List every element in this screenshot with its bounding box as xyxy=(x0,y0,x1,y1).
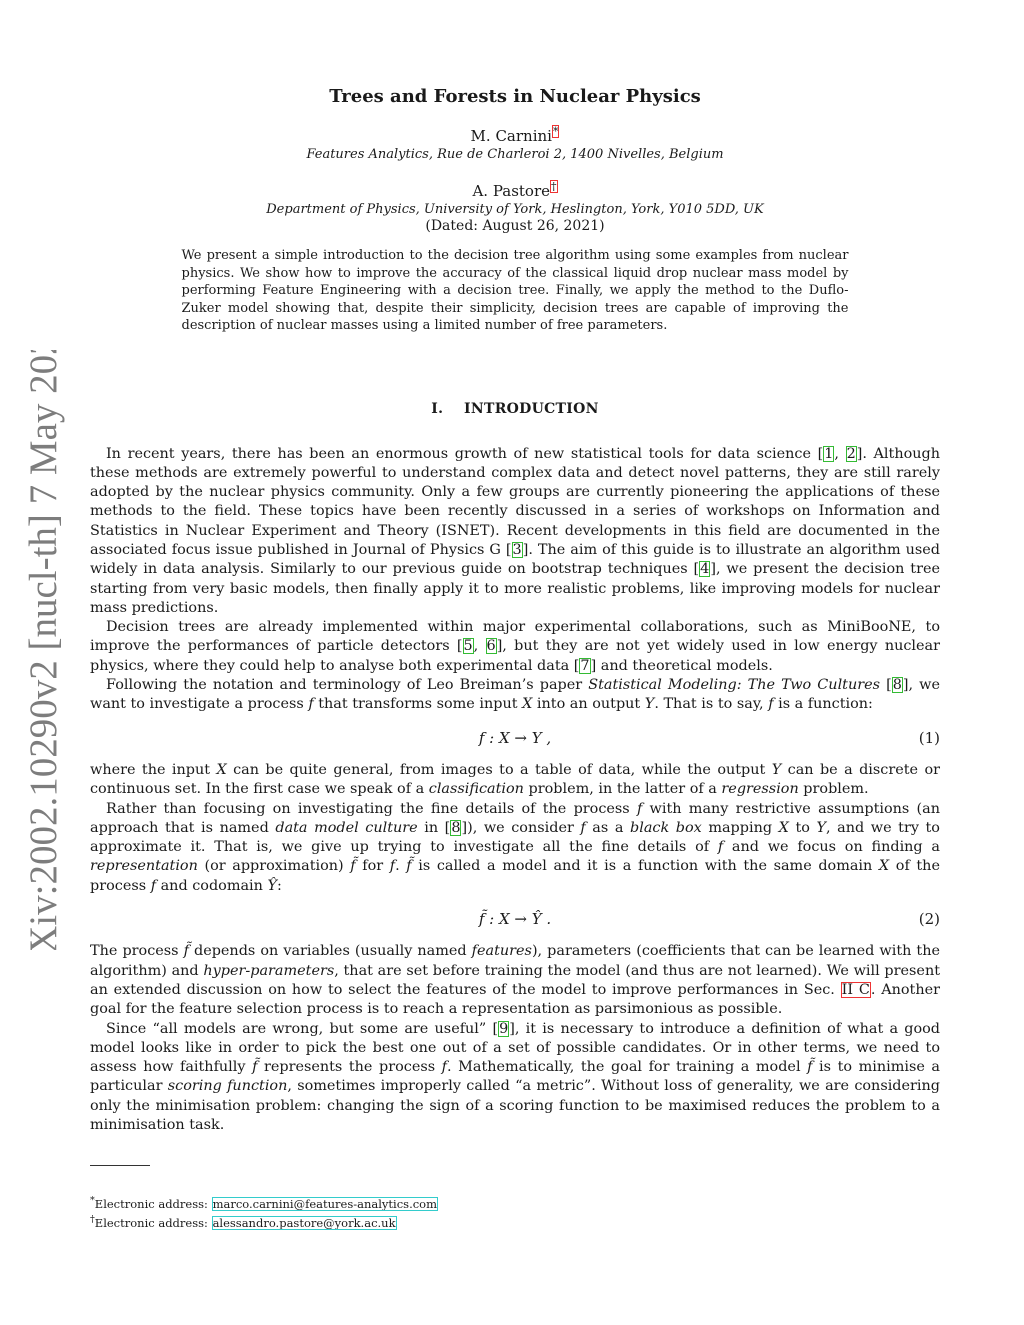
citation-link[interactable]: 2 xyxy=(846,445,856,462)
text-run: is called a model and it is a function with the same domain xyxy=(411,858,879,875)
text-run: ]. The aim of this guide is to illustrate an algorithm used widely in data analysis. Similarly to our previous guide on bootstrap techniques [ xyxy=(90,541,940,578)
math-symbol: X xyxy=(522,696,533,713)
math-symbol: Y xyxy=(644,696,655,713)
text-run: of the process xyxy=(90,858,940,894)
text-run: where the input xyxy=(90,761,217,778)
math-symbol: f xyxy=(768,696,774,713)
text-run: , and we try to approximate it. That is, we give up trying to investigate all the fine details of xyxy=(90,819,940,856)
math-symbol: Y xyxy=(816,819,826,836)
text-run: and codomain xyxy=(156,877,268,894)
math-symbol: f̃ xyxy=(252,1059,258,1076)
author-1-affiliation: Features Analytics, Rue de Charleroi 2, 1400 Nivelles, Belgium xyxy=(306,147,724,162)
author-1 xyxy=(90,125,940,145)
text-run: is to minimise a particular xyxy=(90,1059,940,1095)
text-run: that transforms some input xyxy=(313,696,523,713)
text-run: ] and theoretical models. xyxy=(590,657,773,674)
text-run: ]), we consider xyxy=(461,819,581,836)
author-1-name: M. Carnini xyxy=(470,127,552,145)
math-symbol: Y xyxy=(771,761,782,778)
paragraph-7 xyxy=(90,1020,940,1136)
author-2 xyxy=(90,180,940,200)
footnote-divider xyxy=(90,1165,150,1166)
section-link[interactable]: II C xyxy=(841,981,870,998)
math-symbol: f xyxy=(580,819,586,836)
text-run: Decision trees are already implemented within major experimental collaborations, such as MiniBooNE, to improve the performances of particle detectors [ xyxy=(90,619,940,655)
text-run: Since “all models are wrong, but some are useful” [ xyxy=(106,1020,499,1037)
text-run: represents the process xyxy=(257,1059,442,1076)
math-symbol: Ŷ xyxy=(267,877,278,894)
citation-link[interactable]: 5 xyxy=(463,638,473,655)
citation-link[interactable]: 8 xyxy=(451,819,461,836)
text-run: . That is to say, xyxy=(654,696,769,713)
text-run: to xyxy=(788,819,817,836)
text-run: in [ xyxy=(417,819,451,836)
math-symbol: X xyxy=(778,819,789,836)
body-text xyxy=(90,445,940,1136)
author-1-footnote-link[interactable]: * xyxy=(552,125,559,138)
text-run: ], we present the decision tree starting from very basic models, then finally apply it to more realistic problems, like improving models for nuclear mass predictions. xyxy=(90,561,940,616)
term-scoring-function: scoring function xyxy=(167,1078,288,1095)
section-number: I. xyxy=(431,400,444,417)
text-run: problem. xyxy=(798,781,869,798)
footnote-1-label: Electronic address: xyxy=(94,1197,212,1212)
citation-link[interactable]: 1 xyxy=(824,445,834,462)
arxiv-stamp-text: arXiv:2002.10290v2 [nucl-th] 7 May 2020 xyxy=(22,350,65,950)
text-run: is a function: xyxy=(773,696,873,713)
footnote-1-mark: * xyxy=(90,1195,95,1207)
text-run: ]. Although these methods are extremely powerful to understand complex data and detect novel patterns, they are still rarely adopted by the nuclear physics community. Only a few groups are currently pioneering the applications of these methods to the field. These topics have been recently discussed in a series of workshops on Information and Statistics in Nuclear Experiment and Theory (ISNET). Recent developments in this field are documented in the associated focus issue published in Journal of Physics G [ xyxy=(90,445,940,558)
text-run: , xyxy=(473,638,486,655)
text-run: problem, in the latter of a xyxy=(523,781,722,798)
paragraph-2 xyxy=(90,618,940,676)
term-hyper-parameters: hyper-parameters xyxy=(203,962,335,979)
text-run: with many restrictive assumptions (an approach that is named xyxy=(90,800,940,836)
text-run: mapping xyxy=(701,819,779,836)
math-symbol: X xyxy=(878,858,890,875)
section-title: INTRODUCTION xyxy=(464,400,599,417)
text-run: into an output xyxy=(532,696,645,713)
paper-title: Trees and Forests in Nuclear Physics xyxy=(329,86,701,107)
math-symbol: f xyxy=(150,877,157,894)
arxiv-stamp-svg xyxy=(16,350,76,950)
text-run: [ xyxy=(880,677,892,694)
math-symbol: f̃ xyxy=(406,858,412,875)
text-run: ], it is necessary to introduce a definition of what a good model looks like in order to pick the best one out of a set of possible candidates. Or in other terms, we need to assess how faithfully xyxy=(90,1020,940,1076)
math-symbol: f xyxy=(717,839,724,856)
text-run: for xyxy=(355,858,390,875)
paragraph-5 xyxy=(90,800,940,896)
footnote-2-mark: † xyxy=(90,1214,95,1226)
equation-2-expression: f̃ : X → Ŷ . xyxy=(478,910,552,929)
paragraph-6 xyxy=(90,942,940,1019)
footnote-2-email-link[interactable]: alessandro.pastore@york.ac.uk xyxy=(212,1215,396,1230)
equation-2-number: (2) xyxy=(918,910,940,929)
text-run: Rather than focusing on investigating the fine details of the process xyxy=(106,800,637,817)
citation-link[interactable]: 9 xyxy=(499,1020,509,1037)
text-run: : xyxy=(277,877,282,894)
paragraph-4 xyxy=(90,761,940,800)
citation-link[interactable]: 6 xyxy=(486,638,496,655)
math-symbol: f̃ xyxy=(807,1059,813,1076)
text-run: depends on variables (usually named xyxy=(188,943,472,960)
footnote-2-label: Electronic address: xyxy=(94,1215,212,1230)
term-features: features xyxy=(471,943,532,960)
text-run: as a xyxy=(585,819,630,836)
text-run: ], but they are not yet widely used in low energy nuclear physics, where they could help to analyse both experimental data [ xyxy=(90,638,941,674)
citation-link[interactable]: 7 xyxy=(580,657,590,674)
text-run: The process xyxy=(90,943,184,960)
text-run: Following the notation and terminology of Leo Breiman’s paper xyxy=(106,677,589,694)
section-heading xyxy=(90,401,940,417)
author-2-footnote-link[interactable]: † xyxy=(551,180,557,193)
text-run: . Another goal for the feature selection process is to reach a representation as parsimonious as possible. xyxy=(90,981,940,1018)
paragraph-1 xyxy=(90,445,940,619)
term-classification: classification xyxy=(428,781,524,798)
equation-1-expression: f : X → Y , xyxy=(478,728,552,747)
author-2-name: A. Pastore xyxy=(472,182,551,200)
paragraph-3 xyxy=(90,676,940,715)
text-run: ), parameters (coefficients that can be learned with the algorithm) and xyxy=(90,943,940,979)
text-run: (or approximation) xyxy=(197,858,351,875)
footnote-2 xyxy=(90,1212,940,1231)
term-black-box: black box xyxy=(630,819,702,836)
text-run: In recent years, there has been an enormous growth of new statistical tools for data science [ xyxy=(106,445,824,462)
math-symbol: f xyxy=(389,858,396,875)
abstract: We present a simple introduction to the decision tree algorithm using some examples from nuclear physics. We show how to improve the accuracy of the classical liquid drop nuclear mass model by performing Feature Engineering with a decision tree. Finally, we apply the method to the Duflo-Zuker model showing that, despite their simplicity, decision trees are capable of improving the description of nuclear masses using a limited number of free parameters. xyxy=(181,248,849,333)
citation-link[interactable]: 8 xyxy=(892,677,902,694)
cited-work-title: Statistical Modeling: The Two Cultures xyxy=(588,677,881,694)
math-symbol: f̃ xyxy=(350,858,356,875)
math-symbol: f xyxy=(636,800,643,817)
author-2-affiliation: Department of Physics, University of York, Heslington, York, Y010 5DD, UK xyxy=(266,202,764,217)
equation-2 xyxy=(90,910,940,929)
footnote-1-email-link[interactable]: marco.carnini@features-analytics.com xyxy=(212,1197,437,1212)
text-run: , sometimes improperly called “a metric”. Without loss of generality, we are considering only the minimisation problem: changing the sign of a scoring function to be maximised reduces the problem to a minimisation task. xyxy=(90,1078,941,1133)
text-run: . Mathematically, the goal for training a model xyxy=(447,1059,808,1076)
arxiv-stamp xyxy=(16,350,76,950)
text-run: and we focus on finding a xyxy=(723,839,940,856)
footnote-1 xyxy=(90,1193,940,1212)
text-run: . xyxy=(395,858,407,875)
term-data-model-culture: data model culture xyxy=(275,819,418,836)
math-symbol: X xyxy=(216,761,227,778)
term-regression: regression xyxy=(721,781,799,798)
text-run: , that are set before training the model (and thus are not learned). We will present an extended discussion on how to select the features of the model to improve performances in Sec. xyxy=(90,962,940,998)
paper-date: (Dated: August 26, 2021) xyxy=(425,218,605,234)
text-run: can be quite general, from images to a table of data, while the output xyxy=(226,761,772,778)
text-run: ], we want to investigate a process xyxy=(90,677,940,713)
citation-link[interactable]: 4 xyxy=(700,561,710,578)
text-run: , xyxy=(834,445,846,462)
math-symbol: f xyxy=(441,1059,447,1076)
equation-1 xyxy=(90,729,940,748)
citation-link[interactable]: 3 xyxy=(512,541,522,558)
equation-1-number: (1) xyxy=(918,728,940,747)
paper-page xyxy=(90,86,940,1231)
math-symbol: f̃ xyxy=(183,943,189,960)
term-representation: representation xyxy=(90,858,198,875)
math-symbol: f xyxy=(308,696,314,713)
footnotes xyxy=(90,1193,940,1231)
text-run: can be a discrete or continuous set. In the first case we speak of a xyxy=(90,761,941,798)
